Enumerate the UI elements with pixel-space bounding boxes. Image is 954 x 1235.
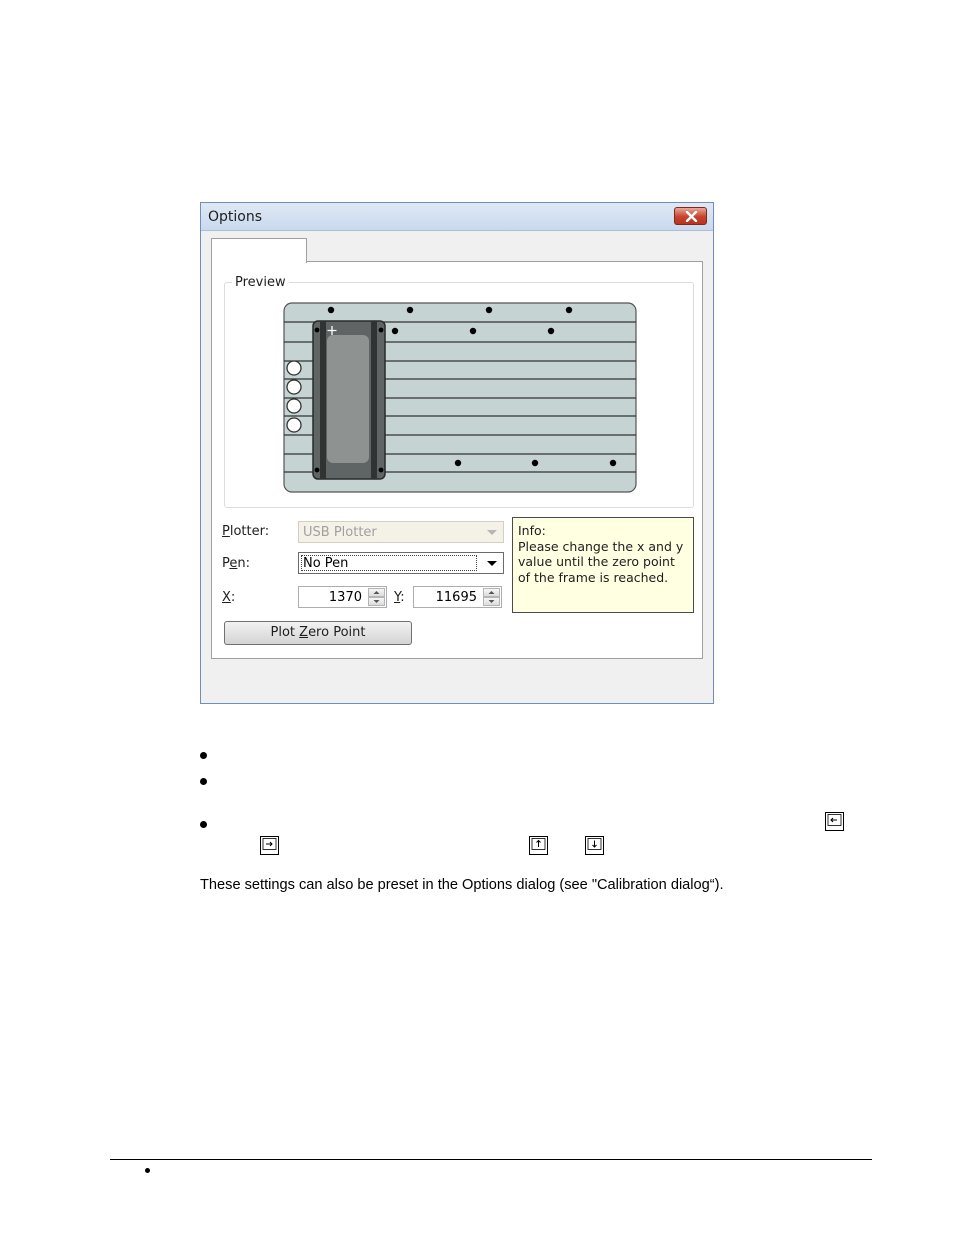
title-bar (201, 203, 713, 231)
list-bullet (200, 821, 207, 828)
dropdown-arrow-icon (481, 553, 503, 573)
plotter-label: Plotter: (222, 524, 270, 539)
plotter-select[interactable] (298, 521, 504, 543)
options-dialog (200, 202, 714, 704)
x-spin-up[interactable] (368, 588, 385, 597)
close-icon (685, 211, 698, 222)
arrow-down-key-icon (585, 836, 604, 855)
settings-paragraph: These settings can also be preset in the Options dialog (see "Calibration dialog“). (200, 877, 724, 893)
list-bullet (200, 752, 207, 759)
info-box (512, 517, 694, 613)
y-spinner[interactable] (413, 586, 502, 608)
pen-select-value: No Pen (303, 556, 349, 571)
tab-panel (211, 261, 703, 659)
tab-general[interactable] (211, 238, 307, 263)
spin-down-icon (369, 598, 384, 605)
x-spin-down[interactable] (368, 597, 385, 606)
arrow-up-key-icon (529, 836, 548, 855)
preview-group-title: Preview (232, 275, 289, 290)
pen-label: Pen: (222, 556, 251, 571)
x-label: X: (222, 590, 236, 605)
spin-down-icon (484, 598, 499, 605)
plot-zero-point-button[interactable]: Plot Zero Point (224, 621, 412, 645)
y-spin-up[interactable] (483, 588, 500, 597)
spin-up-icon (484, 589, 499, 596)
plotter-preview (283, 302, 637, 494)
x-spinner[interactable] (298, 586, 387, 608)
footer-bullet (145, 1168, 150, 1173)
arrow-left-key-icon (825, 812, 844, 831)
dropdown-arrow-icon (481, 522, 503, 542)
dialog-title: Options (208, 209, 263, 225)
info-text: Info: Please change the x and y value until the zero point of the frame is reached. (518, 523, 684, 585)
x-value: 1370 (328, 590, 362, 605)
pen-select[interactable] (298, 552, 504, 574)
footer-rule (110, 1159, 872, 1160)
preview-group (224, 275, 694, 508)
y-spin-down[interactable] (483, 597, 500, 606)
spin-up-icon (369, 589, 384, 596)
close-button[interactable] (674, 207, 707, 225)
arrow-right-key-icon (260, 836, 279, 855)
y-value: 11695 (435, 590, 477, 605)
y-label: Y: (394, 590, 405, 605)
list-bullet (200, 778, 207, 785)
plotter-select-value: USB Plotter (303, 525, 377, 540)
